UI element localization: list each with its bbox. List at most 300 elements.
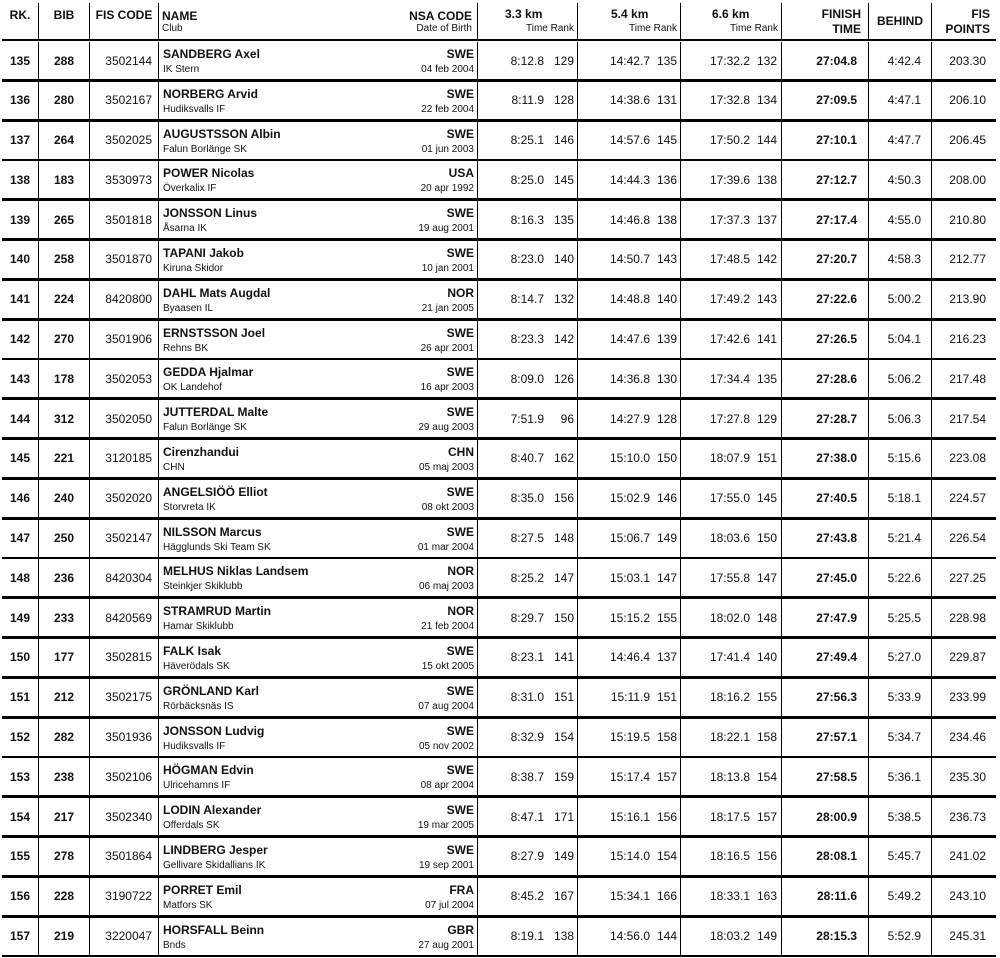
split1-rank: 140 [553,252,574,267]
athlete-cell [163,122,363,159]
split3-rank: 148 [756,610,777,625]
table-row [2,878,996,918]
split2-time: 15:34.1 [609,889,650,904]
nsa-code: CHN [448,444,474,459]
bib-cell: 270 [53,332,75,347]
rank-cell: 139 [9,212,31,227]
header-split1-time-rank: Time Rank [526,23,574,34]
split3-time: 17:55.8 [709,570,750,585]
nsa-code: SWE [446,484,474,499]
table-row [2,122,996,162]
split1-rank: 167 [553,889,574,904]
athlete-club: Bnds [163,939,186,951]
finish-time: 27:12.7 [816,172,857,187]
split3-time: 17:34.4 [709,371,750,386]
rank-cell: 154 [9,809,31,824]
fis-code-cell: 8420800 [105,292,152,307]
athlete-club: Hamar Skiklubb [163,621,234,633]
header-fis-line1: FIS [971,7,990,21]
fis-points: 206.10 [949,93,986,108]
header-finish-line2: TIME [832,22,861,36]
fis-points: 203.30 [949,53,986,68]
behind-time: 4:58.3 [887,252,921,267]
nsa-code: SWE [446,325,474,340]
rank-cell: 151 [9,690,31,705]
header-split2-time-rank: Time Rank [629,23,677,34]
athlete-club: Offerdals SK [163,820,220,832]
athlete-club: IK Stern [163,64,200,75]
fis-code-cell: 3501936 [105,730,152,745]
finish-time: 28:00.9 [816,809,857,824]
split1-time: 8:12.8 [510,53,544,68]
split3-time: 17:50.2 [709,133,750,148]
split2-rank: 137 [656,650,677,665]
athlete-name: HÖGMAN Edvin [163,763,254,778]
nsa-dob-cell [362,758,474,795]
fis-code-cell: 3502025 [105,133,152,148]
nsa-code: NOR [447,564,474,579]
split2-time: 15:15.2 [609,610,650,625]
athlete-club: Ulricehamns IF [163,780,231,792]
split2-rank: 135 [656,53,677,68]
header-split3 [681,3,778,39]
athlete-cell [163,798,363,835]
behind-time: 4:47.7 [887,133,921,148]
fis-code-cell: 3501906 [105,332,152,347]
fis-points: 227.25 [949,570,986,585]
athlete-club: Storvreta IK [163,501,216,513]
split2-time: 15:16.1 [609,809,650,824]
nsa-code: SWE [446,86,474,101]
fis-code-cell: 3220047 [105,929,152,944]
date-of-birth: 05 maj 2003 [418,461,474,473]
split2-time: 15:17.4 [609,769,650,784]
athlete-cell [163,42,363,79]
results-table [2,3,996,951]
fis-points: 228.98 [949,610,986,625]
nsa-dob-cell [362,321,474,358]
header-name-club [162,3,322,39]
split3-time: 17:48.5 [709,252,750,267]
nsa-code: NOR [447,604,474,619]
split2-rank: 128 [656,411,677,426]
header-split3-label: 6.6 km [712,7,750,21]
header-split1-label: 3.3 km [505,7,543,21]
header-split2 [578,3,677,39]
bib-cell: 219 [53,929,75,944]
athlete-name: GEDDA Hjalmar [163,365,254,380]
split3-rank: 134 [756,93,777,108]
fis-code-cell: 3502167 [105,93,152,108]
nsa-code: SWE [446,803,474,818]
athlete-cell [163,599,363,636]
fis-code-cell: 3502175 [105,690,152,705]
split1-rank: 148 [553,531,574,546]
fis-code-cell: 3502340 [105,809,152,824]
table-row [2,161,996,201]
finish-time: 27:45.0 [816,570,857,585]
rank-cell: 147 [9,531,31,546]
nsa-dob-cell [362,440,474,477]
date-of-birth: 19 sep 2001 [418,859,474,871]
split1-rank: 146 [553,133,574,148]
header-fis-line2: POINTS [945,22,990,36]
date-of-birth: 01 mar 2004 [417,541,474,553]
split2-time: 14:57.6 [609,133,650,148]
date-of-birth: 29 aug 2003 [418,422,474,434]
bib-cell: 238 [53,769,75,784]
finish-time: 27:28.7 [816,411,857,426]
athlete-cell [163,679,363,716]
split2-time: 15:11.9 [610,690,650,705]
bib-cell: 265 [53,212,75,227]
athlete-cell [163,281,363,318]
split3-time: 17:42.6 [709,332,750,347]
fis-points: 208.00 [949,172,986,187]
split2-rank: 131 [656,93,677,108]
nsa-dob-cell [362,599,474,636]
rank-cell: 150 [9,650,31,665]
nsa-dob-cell [362,201,474,238]
header-split1 [478,3,574,39]
split2-time: 14:42.7 [609,53,650,68]
split3-time: 18:03.6 [709,531,750,546]
athlete-name: SANDBERG Axel [163,47,260,61]
finish-time: 27:47.9 [816,610,857,625]
split3-rank: 141 [756,332,777,347]
header-name: NAME [162,9,198,23]
athlete-cell [163,719,363,756]
nsa-dob-cell [362,281,474,318]
behind-time: 5:06.2 [887,371,921,386]
behind-time: 5:21.4 [887,531,921,546]
split1-time: 8:16.3 [510,212,544,227]
date-of-birth: 07 aug 2004 [418,700,474,712]
split3-time: 17:41.4 [709,650,750,665]
behind-time: 5:52.9 [887,929,921,944]
finish-time: 27:20.7 [816,252,857,267]
rank-cell: 135 [9,53,31,68]
date-of-birth: 08 apr 2004 [420,780,474,792]
date-of-birth: 01 jun 2003 [421,143,474,155]
athlete-club: Rörbäcksnäs IS [163,700,234,712]
nsa-dob-cell [362,719,474,756]
split3-rank: 158 [756,730,777,745]
split1-time: 8:31.0 [510,690,544,705]
behind-time: 5:36.1 [887,769,921,784]
fis-points: 229.87 [949,650,986,665]
split3-time: 18:02.0 [709,610,750,625]
fis-code-cell: 3501818 [105,212,152,227]
bib-cell: 178 [53,371,75,386]
split3-time: 17:49.2 [709,292,750,307]
bib-cell: 288 [53,53,75,68]
athlete-cell [163,321,363,358]
athlete-cell [163,838,363,875]
bib-cell: 228 [53,889,75,904]
table-row [2,639,996,679]
split1-time: 8:19.1 [510,929,544,944]
split3-rank: 154 [756,769,777,784]
split1-time: 8:35.0 [510,491,544,506]
nsa-code: SWE [446,524,474,539]
athlete-cell [163,400,363,437]
header-fis-points [932,3,990,39]
split3-time: 18:07.9 [709,451,750,466]
athlete-club: Hägglunds Ski Team SK [163,541,271,553]
split1-rank: 150 [553,610,574,625]
finish-time: 28:15.3 [816,929,857,944]
nsa-dob-cell [362,161,474,198]
fis-code-cell: 3502147 [105,531,152,546]
bib-cell: 183 [53,172,75,187]
athlete-name: NILSSON Marcus [163,524,262,539]
split1-rank: 147 [553,570,574,585]
split3-rank: 143 [756,292,777,307]
athlete-name: FALK Isak [163,643,222,658]
table-row [2,440,996,480]
date-of-birth: 26 apr 2001 [420,342,474,354]
athlete-name: HORSFALL Beinn [163,922,265,937]
athlete-club: Åsarna IK [163,223,207,235]
split1-rank: 132 [553,292,574,307]
split3-time: 17:32.2 [709,53,750,68]
behind-time: 5:18.1 [887,491,921,506]
bib-cell: 280 [53,93,75,108]
split2-time: 14:36.8 [609,371,650,386]
athlete-cell [163,82,363,119]
finish-time: 27:49.4 [816,650,857,665]
split2-time: 14:44.3 [609,172,650,187]
fis-points: 224.57 [949,491,986,506]
split3-rank: 157 [756,809,777,824]
split2-rank: 145 [656,133,677,148]
split2-rank: 156 [656,809,677,824]
athlete-name: AUGUSTSSON Albin [163,126,281,141]
behind-time: 5:38.5 [887,809,921,824]
athlete-cell [163,918,363,955]
split1-rank: 135 [553,212,574,227]
table-header [2,3,996,39]
bib-cell: 258 [53,252,75,267]
athlete-club: CHN [163,461,185,473]
nsa-dob-cell [362,82,474,119]
athlete-name: LINDBERG Jesper [163,842,268,857]
split2-rank: 158 [656,730,677,745]
split1-time: 8:45.2 [510,889,544,904]
header-finish-time [782,3,861,39]
split3-time: 17:37.3 [709,212,750,227]
behind-time: 5:34.7 [887,730,921,745]
athlete-club: Byaasen IL [163,302,214,314]
header-rank: RK. [9,8,31,22]
table-row [2,281,996,321]
rank-cell: 136 [9,93,31,108]
header-club: Club [162,23,183,34]
header-split3-time-rank: Time Rank [730,23,778,34]
split2-rank: 144 [656,929,677,944]
split2-rank: 166 [656,889,677,904]
finish-time: 27:26.5 [816,332,857,347]
fis-code-cell: 3501870 [105,252,152,267]
split2-rank: 151 [656,690,677,705]
date-of-birth: 07 jul 2004 [425,899,474,911]
athlete-name: JONSSON Linus [163,206,258,221]
fis-code-cell: 3530973 [105,172,152,187]
athlete-name: ANGELSIÖÖ Elliot [163,484,268,499]
athlete-club: Matfors SK [163,899,213,911]
athlete-name: ERNSTSSON Joel [163,325,266,340]
table-row [2,679,996,719]
split1-time: 8:23.0 [510,252,544,267]
split2-rank: 136 [656,172,677,187]
finish-time: 27:17.4 [816,212,857,227]
split2-time: 15:02.9 [609,491,650,506]
table-row [2,719,996,759]
fis-points: 243.10 [949,889,986,904]
fis-points: 234.46 [949,730,986,745]
bib-cell: 224 [53,292,75,307]
header-nsa-dob [332,3,472,39]
table-row [2,241,996,281]
split1-rank: 96 [560,411,574,426]
behind-time: 4:50.3 [887,172,921,187]
header-split2-label: 5.4 km [611,7,649,21]
rank-cell: 138 [9,172,31,187]
nsa-dob-cell [362,838,474,875]
results-body [2,42,996,957]
fis-code-cell: 3502050 [105,411,152,426]
split1-time: 8:27.5 [510,531,544,546]
fis-points: 217.54 [949,411,986,426]
split3-rank: 145 [756,491,777,506]
split3-rank: 149 [756,929,777,944]
split3-time: 17:27.8 [709,411,750,426]
behind-time: 4:47.1 [887,93,921,108]
behind-time: 5:15.6 [887,451,921,466]
date-of-birth: 20 apr 1992 [420,183,474,195]
athlete-club: Falun Borlänge SK [163,422,247,434]
bib-cell: 312 [53,411,75,426]
split1-time: 8:40.7 [510,451,544,466]
bib-cell: 217 [53,809,75,824]
split1-rank: 129 [553,53,574,68]
split1-rank: 159 [553,769,574,784]
nsa-dob-cell [362,360,474,397]
bib-cell: 221 [53,451,75,466]
table-row [2,321,996,361]
nsa-code: SWE [446,245,474,260]
split1-time: 8:25.0 [510,172,544,187]
finish-time: 27:04.8 [816,53,857,68]
split1-rank: 156 [553,491,574,506]
split2-rank: 157 [656,769,677,784]
rank-cell: 142 [9,332,31,347]
finish-time: 27:58.5 [816,769,857,784]
fis-points: 213.90 [949,292,986,307]
table-row [2,480,996,520]
split3-rank: 163 [756,889,777,904]
table-row [2,918,996,958]
bib-cell: 233 [53,610,75,625]
athlete-club: Hudiksvalls IF [163,740,226,752]
athlete-cell [163,241,363,278]
nsa-code: USA [448,166,474,181]
split2-time: 14:50.7 [609,252,650,267]
split1-time: 8:14.7 [510,292,544,307]
fis-points: 223.08 [949,451,986,466]
split2-rank: 154 [656,849,677,864]
behind-time: 5:27.0 [887,650,921,665]
rank-cell: 152 [9,730,31,745]
split1-time: 8:11.9 [511,93,544,108]
fis-code-cell: 3502053 [105,371,152,386]
split2-time: 14:27.9 [609,411,650,426]
finish-time: 27:28.6 [816,371,857,386]
nsa-code: SWE [446,47,474,61]
nsa-code: SWE [446,763,474,778]
rank-cell: 156 [9,889,31,904]
finish-time: 27:22.6 [816,292,857,307]
nsa-dob-cell [362,679,474,716]
fis-points: 212.77 [949,252,986,267]
athlete-cell [163,758,363,795]
athlete-club: Gellivare Skidallians IK [163,859,266,871]
nsa-dob-cell [362,878,474,915]
split1-rank: 149 [553,849,574,864]
rank-cell: 137 [9,133,31,148]
finish-time: 27:43.8 [816,531,857,546]
nsa-dob-cell [362,520,474,557]
rank-cell: 143 [9,371,31,386]
fis-points: 217.48 [949,371,986,386]
split2-rank: 143 [656,252,677,267]
rank-cell: 141 [9,292,31,307]
athlete-name: MELHUS Niklas Landsem [163,564,309,579]
split2-rank: 155 [656,610,677,625]
nsa-code: SWE [446,683,474,698]
date-of-birth: 06 maj 2003 [418,581,474,593]
athlete-name: Cirenzhandui [163,444,240,459]
split3-rank: 137 [756,212,777,227]
finish-time: 28:08.1 [816,849,857,864]
split3-rank: 156 [756,849,777,864]
athlete-cell [163,878,363,915]
date-of-birth: 27 aug 2001 [418,939,474,951]
split1-time: 8:09.0 [510,371,544,386]
rank-cell: 155 [9,849,31,864]
nsa-dob-cell [362,639,474,676]
athlete-cell [163,161,363,198]
behind-time: 5:22.6 [887,570,921,585]
date-of-birth: 19 aug 2001 [418,223,474,235]
athlete-name: PORRET Emil [163,882,242,897]
nsa-code: SWE [446,405,474,420]
fis-points: 206.45 [949,133,986,148]
bib-cell: 240 [53,491,75,506]
header-finish-line1: FINISH [821,7,861,21]
header-bib: BIB [53,8,75,22]
rank-cell: 148 [9,570,31,585]
split2-rank: 147 [656,570,677,585]
table-row [2,360,996,400]
split3-rank: 147 [756,570,777,585]
athlete-cell [163,520,363,557]
athlete-club: Kiruna Skidor [163,262,224,274]
nsa-dob-cell [362,480,474,517]
fis-code-cell: 3502106 [105,769,152,784]
athlete-cell [163,639,363,676]
